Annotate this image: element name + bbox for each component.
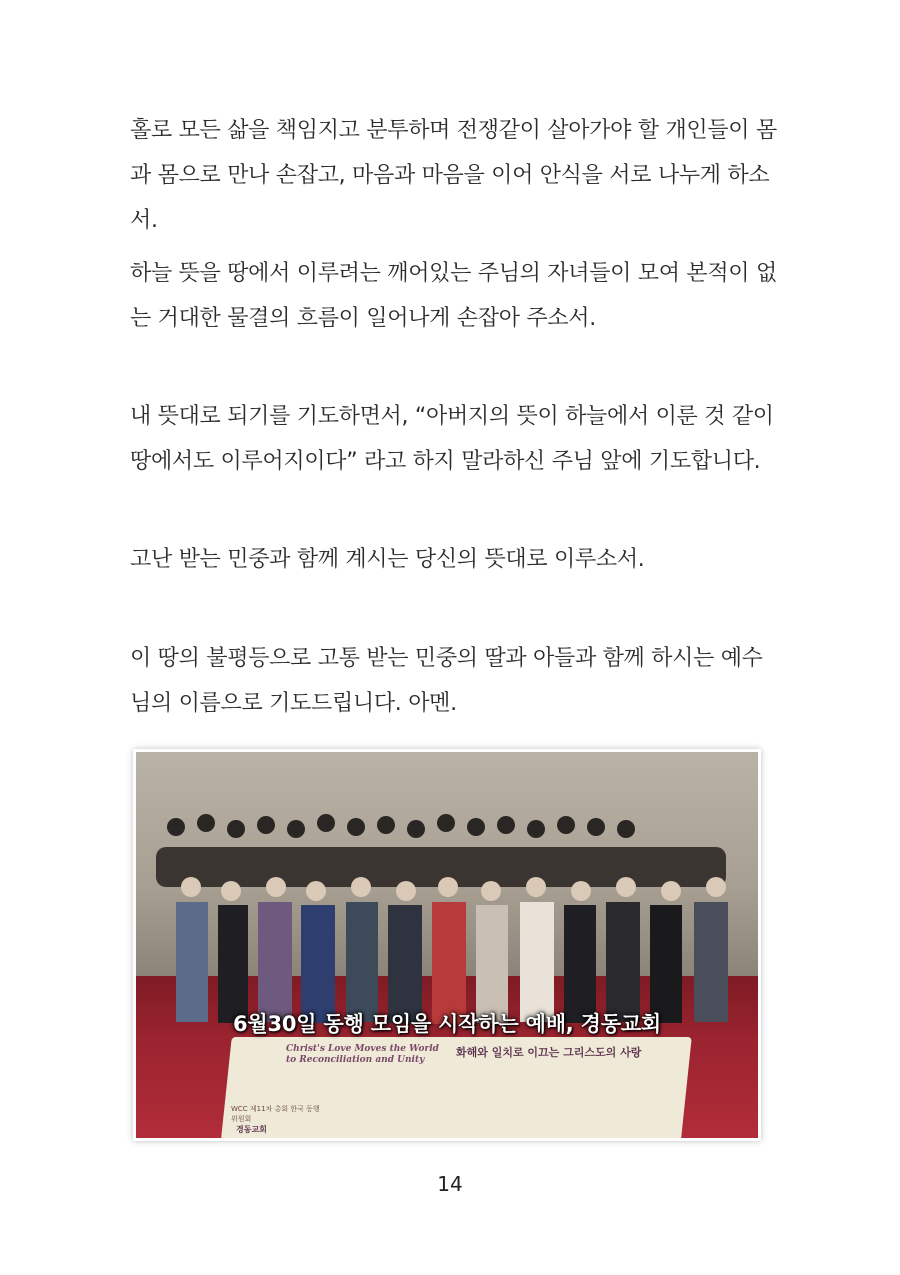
banner-organizer: WCC 제11차 총회 한국 동행위원회 bbox=[231, 1105, 320, 1123]
paragraph-4: 고난 받는 민중과 함께 계시는 당신의 뜻대로 이루소서. bbox=[130, 547, 645, 572]
banner-english-title: Christ's Love Moves the World to Reconciliation and Unity bbox=[286, 1044, 439, 1065]
photo-caption: 6월30일 동행 모임을 시작하는 예배, 경동교회 bbox=[232, 1012, 662, 1036]
paragraph-2: 하늘 뜻을 땅에서 이루려는 깨어있는 주님의 자녀들이 모여 본적이 없는 거대한 물결의 흐름이 일어나게 손잡아 주소서. bbox=[130, 261, 777, 331]
paragraph-5: 이 땅의 불평등으로 고통 받는 민중의 딸과 아들과 함께 하시는 예수님의 이름으로 기도드립니다. 아멘. bbox=[130, 646, 763, 716]
banner-korean-title: 화해와 일치로 이끄는 그리스도의 사랑 bbox=[456, 1046, 642, 1059]
paragraph-1: 홀로 모든 삶을 책임지고 분투하며 전쟁같이 살아가야 할 개인들이 몸과 몸으로 만나 손잡고, 마음과 마음을 이어 안식을 서로 나누게 하소서. bbox=[130, 118, 777, 233]
group-photo bbox=[136, 752, 758, 1138]
banner-church-name: 경동교회 bbox=[236, 1125, 267, 1134]
paragraph-3: 내 뜻대로 되기를 기도하면서, “아버지의 뜻이 하늘에서 이룬 것 같이 땅에서도 이루어지이다” 라고 하지 말라하신 주님 앞에 기도합니다. bbox=[130, 404, 774, 474]
page-number: 14 bbox=[437, 1172, 463, 1196]
